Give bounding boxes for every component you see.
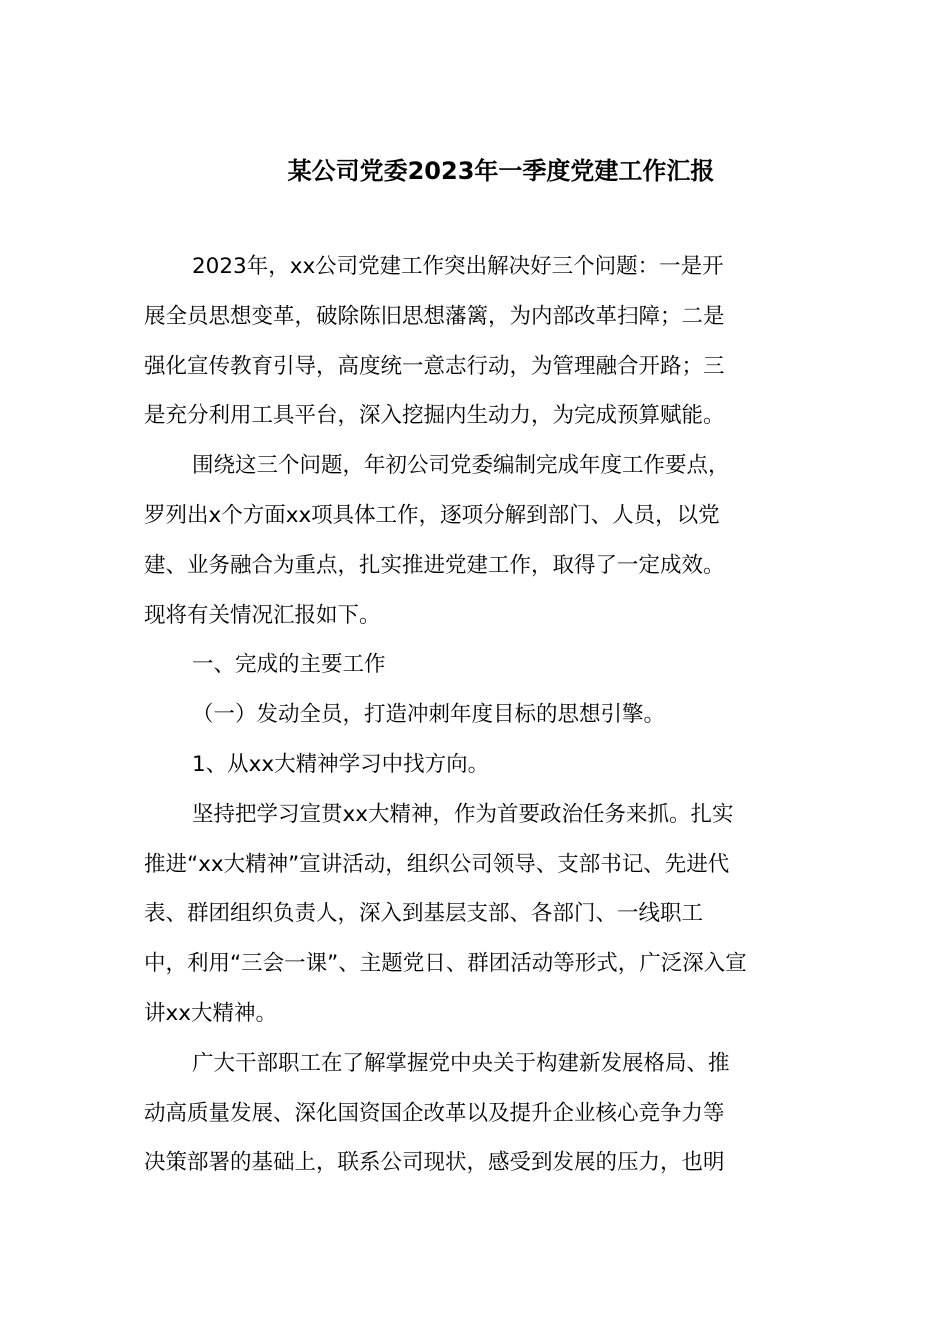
text-line: 推进“xx大精神”宣讲活动，组织公司领导、支部书记、先进代 [144, 851, 730, 877]
text-line: （一）发动全员，打造冲刺年度目标的思想引擎。 [192, 702, 666, 728]
text-line: 讲xx大精神。 [144, 1000, 277, 1026]
text-line: 一、完成的主要工作 [192, 652, 386, 678]
text-line: 2023年，xx公司党建工作突出解决好三个问题：一是开 [192, 254, 724, 279]
item-heading [144, 740, 808, 790]
text-line: 广大干部职工在了解掌握党中央关于构建新发展格局、推 [192, 1050, 730, 1076]
subsection-heading [144, 690, 808, 740]
text-line: 决策部署的基础上，联系公司现状，感受到发展的压力，也明 [144, 1150, 725, 1176]
text-line: 建、业务融合为重点，扎实推进党建工作，取得了一定成效。 [144, 552, 725, 578]
text-line: 是充分利用工具平台，深入挖掘内生动力，为完成预算赋能。 [144, 403, 725, 429]
paragraph-study [144, 790, 808, 1039]
text-line: 罗列出x个方面xx项具体工作，逐项分解到部门、人员，以党 [144, 502, 720, 528]
text-line: 表、群团组织负责人，深入到基层支部、各部门、一线职工 [144, 901, 704, 927]
text-line: 中，利用“三会一课”、主题党日、群团活动等形式，广泛深入宣 [144, 951, 747, 977]
paragraph-overview [144, 441, 808, 640]
text-line: 1、从xx大精神学习中找方向。 [192, 751, 490, 777]
text-line: 现将有关情况汇报如下。 [144, 602, 381, 628]
text-line: 坚持把学习宣贯xx大精神，作为首要政治任务来抓。扎实 [192, 801, 734, 827]
section-heading [144, 640, 808, 690]
text-line: 展全员思想变革，破除陈旧思想藩篱，为内部改革扫障；二是 [144, 303, 725, 329]
text-line: 围绕这三个问题，年初公司党委编制完成年度工作要点， [192, 453, 730, 479]
paragraph-intro [144, 242, 808, 441]
paragraph-cadres [144, 1039, 808, 1188]
text-line: 动高质量发展、深化国资国企改革以及提升企业核心竞争力等 [144, 1100, 725, 1126]
text-line: 强化宣传教育引导，高度统一意志行动，为管理融合开路；三 [144, 353, 725, 379]
document-title: 某公司党委2023年一季度党建工作汇报 [287, 157, 715, 185]
document-body [144, 242, 808, 1188]
